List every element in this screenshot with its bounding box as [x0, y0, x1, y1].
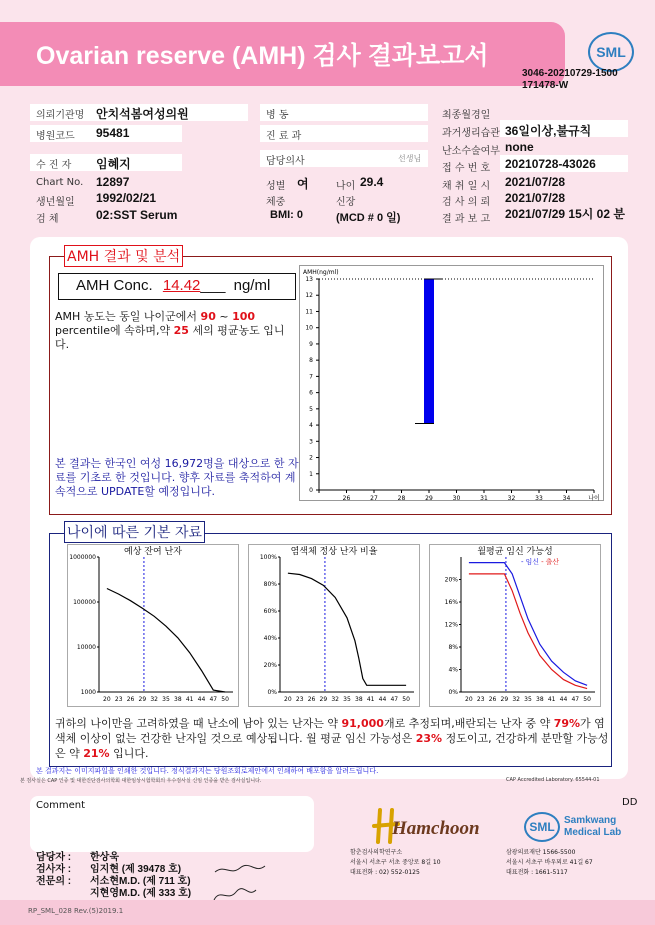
amh-conc-value: 14.42 [162, 277, 201, 294]
mini-y-tick-label: 4% [448, 666, 458, 674]
amh-y-tick-label: 8 [309, 357, 313, 365]
amh-chart [299, 265, 604, 501]
mini-x-tick-label: 50 [221, 696, 229, 703]
patient-value: 임혜지 [96, 157, 131, 171]
mini-y-tick-label: 1000 [80, 689, 96, 696]
amh-x-tick-label: 33 [535, 495, 543, 501]
notice-line-2: 본 검사실은 CAP 인증 및 대한진단검사의학회 대한임상시험학회의 우수검사실 신임 인증을 받은 검사실입니다. [20, 778, 262, 784]
expert-label: 전문의 : [36, 876, 72, 887]
mini-y-tick-label: 10000 [76, 644, 96, 651]
amh-y-tick-label: 7 [309, 373, 313, 381]
tester-label: 검사자 : [36, 864, 72, 875]
doctor-label: 담당의사 [266, 156, 305, 167]
amh-x-tick-label: 28 [397, 495, 406, 501]
equiv-age: 25 [173, 324, 189, 337]
fertility-label: 난소수술여부 [442, 146, 500, 157]
request-label: 검 사 의 뢰 [442, 197, 491, 208]
amh-conc-blank: ___ [200, 277, 226, 294]
patient-label: 수 진 자 [36, 160, 72, 171]
amh-y-tick-label: 4 [309, 422, 313, 430]
mini-x-tick-label: 35 [343, 696, 351, 703]
mini-x-tick-label: 32 [512, 696, 520, 703]
cap-notice: CAP Accredited Laboratory. 65544-01 [506, 777, 600, 783]
cycle-label: 과거생리습관 [442, 128, 500, 139]
receipt-value: 20210728-43026 [505, 157, 596, 171]
mini-x-tick-label: 38 [355, 696, 363, 703]
amh-x-tick-label: 나이 [588, 495, 600, 501]
staff-labels [36, 852, 71, 888]
ward-label: 병 동 [266, 110, 289, 121]
footer-code: RP_SML_028 Rev.(5)2019.1 [28, 907, 124, 915]
chart-frame [68, 545, 239, 707]
expert-value-1: 서소현M.D. (제 711 호) [90, 876, 191, 887]
mini-x-tick-label: 29 [319, 696, 328, 703]
amh-conc-box [58, 273, 296, 300]
chart-label: Chart No. [36, 177, 84, 188]
sml-name: Samkwang Medical Lab [564, 815, 622, 838]
mini-x-tick-label: 35 [524, 696, 532, 703]
mini-x-tick-label: 23 [295, 696, 304, 703]
mini-x-tick-label: 32 [331, 696, 339, 703]
mini-x-tick-label: 32 [150, 696, 158, 703]
mini-y-tick-label: 16% [444, 599, 458, 606]
amh-y-tick-label: 3 [309, 438, 313, 446]
height-label: 신장 [336, 197, 356, 208]
mini-x-tick-label: 47 [571, 696, 580, 703]
amh-x-tick-label: 30 [452, 495, 461, 501]
mini-x-tick-label: 41 [366, 696, 375, 703]
amh-y-tick-label: 10 [305, 324, 313, 332]
amh-chart-frame [300, 266, 604, 501]
mini-x-tick-label: 23 [476, 696, 485, 703]
dd-mark: DD [622, 797, 638, 808]
mini-y-tick-label: 60% [263, 608, 277, 615]
mcd-value: (MCD # 0 일) [336, 212, 401, 224]
dept-label: 진 료 과 [266, 131, 302, 142]
mini-y-tick-label: 0% [267, 689, 277, 696]
mini-x-tick-label: 47 [209, 696, 218, 703]
mini-x-tick-label: 47 [390, 696, 399, 703]
amh-x-tick-label: 34 [562, 495, 571, 501]
amh-description: AMH 농도는 동일 나이군에서 90 ~ 100 percentile에 속하며,약 25 세의 평균농도 입니다. [55, 310, 285, 351]
hospital-code-label: 병원코드 [36, 131, 75, 142]
birth-pct: 21% [83, 747, 110, 760]
age-value: 29.4 [360, 175, 384, 189]
mini-x-tick-label: 26 [126, 696, 135, 703]
mini-y-tick-label: 100% [259, 554, 277, 561]
mini-y-tick-label: 20% [263, 662, 277, 669]
amh-x-tick-label: 29 [425, 495, 433, 501]
pct-high: 100 [232, 310, 256, 323]
age-section-title: 나이에 따른 기본 자료 [64, 521, 205, 543]
amh-y-tick-label: 5 [309, 405, 313, 413]
mini-y-tick-label: 80% [263, 581, 277, 588]
amh-conc-unit: ng/ml [233, 277, 271, 294]
mini-x-tick-label: 38 [174, 696, 182, 703]
weight-label: 체중 [266, 197, 286, 208]
cycle-value: 36일이상,불규칙 [505, 124, 592, 138]
mini-x-tick-label: 23 [114, 696, 123, 703]
institution-label: 의뢰기관명 [36, 110, 85, 121]
specimen-value: 02:SST Serum [96, 208, 178, 222]
chart-legend: - 임신 - 출산 [521, 558, 560, 566]
mini-x-tick-label: 29 [138, 696, 147, 703]
sml-info: 삼광의료재단 1566-5500 서울시 서초구 바우뫼로 41길 67 대표전화 : 1661-5117 [506, 849, 593, 876]
amh-y-tick-label: 1 [309, 470, 313, 478]
amh-y-tick-label: 2 [309, 454, 313, 462]
mini-x-tick-label: 20 [103, 696, 111, 703]
lmp-label: 최종월경일 [442, 110, 491, 121]
hamchoon-logo-text: Hamchoon [392, 818, 480, 839]
mini-y-tick-label: 20% [444, 576, 458, 584]
mini-x-tick-label: 50 [402, 696, 410, 703]
amh-y-tick-label: 0 [309, 487, 313, 494]
age-label: 나이 [336, 181, 356, 192]
mini-x-tick-label: 50 [583, 696, 591, 703]
mini-y-tick-label: 1000000 [69, 554, 96, 561]
preg-pct: 23% [415, 732, 443, 745]
mini-y-tick-label: 8% [448, 644, 458, 651]
mini-y-tick-label: 100000 [73, 599, 96, 606]
mini-y-tick-label: 40% [263, 635, 277, 642]
collect-label: 채 취 일 시 [442, 181, 491, 192]
amh-y-tick-label: 11 [305, 308, 313, 316]
remaining-eggs-chart [67, 544, 239, 707]
normal-pct: 79% [553, 717, 581, 730]
amh-note: 본 결과는 한국인 여성 16,972명을 대상으로 한 자료를 기초로 한 것입니다. 향후 자료를 축적하여 계속적으로 UPDATE할 예정입니다. [55, 457, 299, 498]
staff-values [90, 852, 191, 900]
institution-value: 안치석봄여성의원 [96, 107, 189, 121]
receipt-label: 접 수 번 호 [442, 163, 491, 174]
collect-value: 2021/07/28 [505, 175, 566, 189]
mini-x-tick-label: 35 [162, 696, 170, 703]
mini-x-tick-label: 20 [284, 696, 292, 703]
mini-x-tick-label: 20 [465, 696, 473, 703]
chart-frame [249, 545, 420, 707]
amh-y-tick-label: 12 [305, 292, 313, 300]
pregnancy-chance-chart [429, 544, 601, 707]
chart-title: 월평균 임신 가능성 [477, 547, 553, 557]
hospital-code-value: 95481 [96, 126, 130, 140]
amh-x-tick-label: 26 [342, 495, 351, 501]
dob-label: 생년월일 [36, 197, 75, 208]
specimen-label: 검 체 [36, 214, 59, 225]
chart-value: 12897 [96, 175, 130, 189]
pct-low: 90 [200, 310, 216, 323]
amh-x-tick-label: 27 [370, 495, 378, 501]
mini-x-tick-label: 26 [307, 696, 316, 703]
expert-value-2: 지현영M.D. (제 333 호) [90, 888, 192, 899]
report-value: 2021/07/29 15시 02 분 [505, 207, 625, 221]
chart-title: 예상 잔여 난자 [124, 547, 182, 557]
mini-x-tick-label: 26 [488, 696, 497, 703]
normal-egg-ratio-chart [248, 544, 420, 707]
sex-label: 성별 [266, 181, 286, 192]
mini-x-tick-label: 44 [378, 696, 387, 703]
mini-x-tick-label: 41 [185, 696, 194, 703]
amh-y-tick-label: 9 [309, 340, 313, 348]
amh-chart-ylabel: AMH(ng/ml) [303, 269, 339, 276]
comment-label: Comment [36, 800, 85, 811]
mini-x-tick-label: 44 [197, 696, 206, 703]
mini-x-tick-label: 38 [536, 696, 544, 703]
sex-value: 여 [297, 177, 309, 191]
bmi-value: BMI: 0 [270, 209, 303, 221]
fertility-value: none [505, 140, 534, 154]
amh-x-tick-label: 31 [480, 495, 488, 501]
amh-section-title: AMH 결과 및 분석 [64, 245, 183, 267]
document-id: 3046-20210729-1500 171478-W [522, 68, 618, 91]
tester-value: 임지현 (제 39478 호) [90, 864, 182, 875]
chart-title: 염색체 정상 난자 비율 [290, 547, 378, 557]
hamchoon-info: 함춘검사의학연구소 서울시 서초구 서초 중앙로 8길 10 대표전화 : 02) 552-0125 [350, 849, 441, 876]
amh-conc-label: AMH Conc. [76, 277, 153, 294]
page-title: Ovarian reserve (AMH) 검사 결과보고서 [36, 42, 489, 70]
doctor-suffix: 선생님 [398, 154, 422, 163]
age-summary: 귀하의 나이만을 고려하였을 때 난소에 남아 있는 난자는 약 91,000개로 추정되며,배란되는 난자 중 약 79%가 염색체 이상이 없는 건강한 난자일 것으로 예상됩니다. 월 평균 임신 가능성은 23% 정도이고, 건강하게 분만할 가능성은 약 21% 입니다. [55, 717, 609, 760]
amh-bar [424, 279, 434, 423]
notice-line-1: 본 결과지는 이미지파일을 인쇄한 것입니다. 정식결과지는 당원조회로제안에서 인쇄하여 배포함을 알려드립니다. [36, 767, 379, 775]
charge-value: 한상욱 [90, 852, 119, 863]
amh-y-tick-label: 13 [305, 276, 313, 283]
mini-y-tick-label: 0% [448, 689, 458, 696]
request-value: 2021/07/28 [505, 191, 566, 205]
eggs-count: 91,000 [341, 717, 384, 730]
dob-value: 1992/02/21 [96, 191, 157, 205]
mini-x-tick-label: 41 [547, 696, 556, 703]
charge-label: 담당자 : [36, 852, 72, 863]
mini-x-tick-label: 44 [559, 696, 568, 703]
sml-logo-icon: SML [588, 32, 634, 72]
mini-x-tick-label: 29 [500, 696, 509, 703]
report-label: 결 과 보 고 [442, 214, 491, 225]
amh-y-tick-label: 6 [309, 389, 313, 397]
sml-footer-logo-icon: SML [524, 812, 560, 842]
amh-x-tick-label: 32 [507, 495, 516, 501]
mini-y-tick-label: 12% [444, 621, 458, 629]
